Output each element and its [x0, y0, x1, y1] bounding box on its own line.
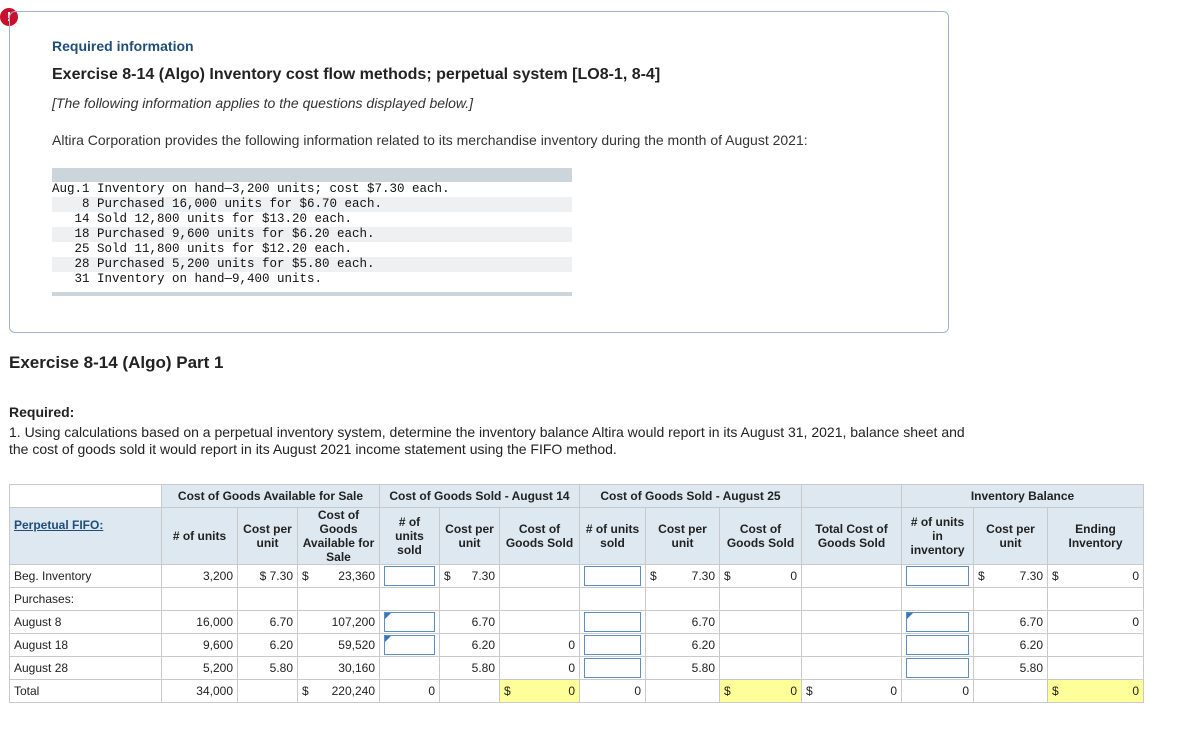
cpu-cell: 6.70 — [238, 611, 298, 634]
code-bottom-bar — [52, 292, 572, 296]
cpu25-cell — [646, 680, 720, 703]
empty-cell — [720, 588, 802, 611]
ending-inv-total-value: 0 — [1132, 684, 1139, 698]
col-cost-per-unit: Cost per unit — [238, 508, 298, 565]
empty-cell — [646, 588, 720, 611]
total-cogs-cell — [802, 565, 902, 588]
table-row — [10, 657, 1144, 680]
cpu14-value: 7.30 — [471, 569, 495, 583]
group-header-available: Cost of Goods Available for Sale — [162, 485, 380, 508]
currency-symbol: $ — [302, 569, 309, 583]
units-inv-input-cell — [902, 611, 974, 634]
currency-symbol: $ — [302, 684, 309, 698]
cogs14-cell: 0 — [500, 634, 580, 657]
units-sold14-cell: 0 — [380, 680, 440, 703]
col-cost-available: Cost of Goods Available for Sale — [298, 508, 380, 565]
alert-icon: ! — [0, 8, 18, 26]
part-title: Exercise 8-14 (Algo) Part 1 — [9, 353, 224, 372]
cogs25-total-value: 0 — [790, 684, 797, 698]
empty-cell — [1048, 588, 1144, 611]
units-inventory-input[interactable] — [906, 635, 969, 655]
applies-note: [The following information applies to the questions displayed below.] — [52, 95, 474, 111]
cpu14-cell: 6.70 — [440, 611, 500, 634]
currency-symbol: $ — [1052, 684, 1059, 698]
transaction-line: 8 Purchased 16,000 units for $6.70 each. — [52, 197, 572, 212]
cpu-inv-cell — [974, 565, 1048, 588]
currency-symbol: $ — [724, 569, 731, 583]
cpu-inv-cell: 6.70 — [974, 611, 1048, 634]
cogs25-cell — [720, 565, 802, 588]
units-inventory-input[interactable] — [906, 566, 969, 586]
cpu-cell: 6.20 — [238, 634, 298, 657]
transactions-block — [52, 168, 572, 296]
units-inv-input-cell — [902, 565, 974, 588]
cogs25-value: 0 — [790, 569, 797, 583]
cogs14-total-cell — [500, 680, 580, 703]
row-label: Purchases: — [10, 588, 162, 611]
cpu14-cell: 6.20 — [440, 634, 500, 657]
currency-symbol: $ — [1052, 569, 1059, 583]
col-units-sold25: # of units sold — [580, 508, 646, 565]
ending-inv-value: 0 — [1132, 569, 1139, 583]
cpu25-cell — [646, 565, 720, 588]
transaction-line: 14 Sold 12,800 units for $13.20 each. — [52, 212, 353, 226]
units-inv-cell: 0 — [902, 680, 974, 703]
cpu-inv-cell: 6.20 — [974, 634, 1048, 657]
units-sold14-input-cell — [380, 611, 440, 634]
group-header-sold14: Cost of Goods Sold - August 14 — [380, 485, 580, 508]
row-label: Beg. Inventory — [10, 565, 162, 588]
units-sold14-input[interactable] — [384, 612, 435, 632]
table-row — [10, 634, 1144, 657]
row-label: Total — [10, 680, 162, 703]
col-cogs14: Cost of Goods Sold — [500, 508, 580, 565]
empty-cell — [580, 588, 646, 611]
units-sold14-cell — [380, 657, 440, 680]
currency-symbol: $ — [504, 684, 511, 698]
cost-value: 220,240 — [331, 684, 375, 698]
units-sold25-input-cell — [580, 565, 646, 588]
currency-symbol: $ — [724, 684, 731, 698]
col-cost-per-unit-inv: Cost per unit — [974, 508, 1048, 565]
transaction-line: 31 Inventory on hand—9,400 units. — [52, 272, 323, 286]
fifo-table — [9, 484, 1144, 703]
empty-cell — [162, 588, 238, 611]
cpu14-cell: 5.80 — [440, 657, 500, 680]
currency-symbol: $ — [806, 684, 813, 698]
table-row-total — [10, 680, 1144, 703]
cost-cell — [298, 565, 380, 588]
group-header-blank — [802, 485, 902, 508]
cpu25-cell: 6.70 — [646, 611, 720, 634]
total-cogs-cell — [802, 657, 902, 680]
cogs25-cell — [720, 657, 802, 680]
units-inventory-input[interactable] — [906, 612, 969, 632]
cpu14-cell — [440, 680, 500, 703]
total-cogs-cell — [802, 680, 902, 703]
currency-symbol: $ — [444, 569, 451, 583]
cogs25-total-cell — [720, 680, 802, 703]
cpu-cell: 5.80 — [238, 657, 298, 680]
units-sold25-input[interactable] — [584, 658, 641, 678]
table-row — [10, 611, 1144, 634]
code-top-bar — [52, 168, 572, 182]
cogs14-cell: 0 — [500, 657, 580, 680]
col-ending-inventory: Ending Inventory — [1048, 508, 1144, 565]
cpu14-cell — [440, 565, 500, 588]
total-cogs-value: 0 — [890, 684, 897, 698]
units-sold25-input-cell — [580, 634, 646, 657]
row-label: August 18 — [10, 634, 162, 657]
units-sold25-input-cell — [580, 611, 646, 634]
units-sold25-input[interactable] — [584, 566, 641, 586]
units-inv-input-cell — [902, 634, 974, 657]
units-sold14-input-cell — [380, 634, 440, 657]
total-cogs-cell — [802, 611, 902, 634]
empty-cell — [238, 588, 298, 611]
cogs14-cell — [500, 565, 580, 588]
perpetual-fifo-label: Perpetual FIFO: — [10, 508, 162, 565]
empty-cell — [298, 588, 380, 611]
ending-inv-cell — [1048, 634, 1144, 657]
cpu-cell — [238, 680, 298, 703]
transaction-line: 25 Sold 11,800 units for $12.20 each. — [52, 242, 353, 256]
group-header-balance: Inventory Balance — [902, 485, 1144, 508]
row-label: August 8 — [10, 611, 162, 634]
cpu-inv-cell: 5.80 — [974, 657, 1048, 680]
empty-cell — [500, 588, 580, 611]
exercise-title: Exercise 8-14 (Algo) Inventory cost flow methods; perpetual system [LO8-1, 8-4] — [52, 66, 661, 83]
transaction-line: 28 Purchased 5,200 units for $5.80 each. — [52, 257, 572, 272]
cost-value: 23,360 — [338, 569, 375, 583]
units-inventory-input[interactable] — [906, 658, 969, 678]
group-header-sold25: Cost of Goods Sold - August 25 — [580, 485, 802, 508]
units-sold25-input[interactable] — [584, 635, 641, 655]
required-label: Required: — [9, 404, 75, 420]
empty-cell — [802, 588, 902, 611]
cost-cell: 59,520 — [298, 634, 380, 657]
total-cogs-cell — [802, 634, 902, 657]
units-cell: 3,200 — [162, 565, 238, 588]
currency-symbol: $ — [650, 569, 657, 583]
cpu25-value: 7.30 — [691, 569, 715, 583]
units-sold25-cell: 0 — [580, 680, 646, 703]
units-cell: 9,600 — [162, 634, 238, 657]
units-inv-input-cell — [902, 657, 974, 680]
empty-cell — [902, 588, 974, 611]
cpu-cell: $ 7.30 — [238, 565, 298, 588]
required-information-heading: Required information — [52, 38, 194, 54]
cpu25-cell: 6.20 — [646, 634, 720, 657]
row-label: August 28 — [10, 657, 162, 680]
units-sold25-input[interactable] — [584, 612, 641, 632]
ending-inv-cell — [1048, 565, 1144, 588]
units-cell: 34,000 — [162, 680, 238, 703]
cogs14-cell — [500, 611, 580, 634]
cost-cell: 30,160 — [298, 657, 380, 680]
units-cell: 5,200 — [162, 657, 238, 680]
cpu25-cell: 5.80 — [646, 657, 720, 680]
col-units: # of units — [162, 508, 238, 565]
units-cell: 16,000 — [162, 611, 238, 634]
col-cogs25: Cost of Goods Sold — [720, 508, 802, 565]
ending-inv-cell: 0 — [1048, 611, 1144, 634]
units-sold14-input[interactable] — [384, 635, 435, 655]
required-text: 1. Using calculations based on a perpetual inventory system, determine the inventory balance Altira would report in its August 31, 2021, balance sheet and the cost of goods sold it would report in its August 2021 income statement using the FIFO method. — [9, 424, 965, 457]
transaction-line: 18 Purchased 9,600 units for $6.20 each. — [52, 227, 572, 242]
cost-cell — [298, 680, 380, 703]
cpu-inv-value: 7.30 — [1019, 569, 1043, 583]
ending-inv-total-cell — [1048, 680, 1144, 703]
ending-inv-cell — [1048, 657, 1144, 680]
col-units-sold14: # of units sold — [380, 508, 440, 565]
table-row — [10, 588, 1144, 611]
empty-cell — [380, 588, 440, 611]
empty-cell — [974, 588, 1048, 611]
units-sold14-input[interactable] — [384, 566, 435, 586]
col-total-cogs: Total Cost of Goods Sold — [802, 508, 902, 565]
units-sold25-input-cell — [580, 657, 646, 680]
cogs25-cell — [720, 634, 802, 657]
cpu-inv-cell — [974, 680, 1048, 703]
description: Altira Corporation provides the following information related to its merchandise inventory during the month of August 2021: — [52, 132, 808, 148]
empty-cell — [440, 588, 500, 611]
corner-cell — [10, 485, 162, 508]
col-units-inventory: # of units in inventory — [902, 508, 974, 565]
cogs25-cell — [720, 611, 802, 634]
col-cost-per-unit25: Cost per unit — [646, 508, 720, 565]
cogs14-total-value: 0 — [568, 684, 575, 698]
transaction-line: Aug.1 Inventory on hand—3,200 units; cost $7.30 each. — [52, 182, 450, 196]
table-row — [10, 565, 1144, 588]
currency-symbol: $ — [978, 569, 985, 583]
cost-cell: 107,200 — [298, 611, 380, 634]
col-cost-per-unit14: Cost per unit — [440, 508, 500, 565]
units-sold14-input-cell — [380, 565, 440, 588]
